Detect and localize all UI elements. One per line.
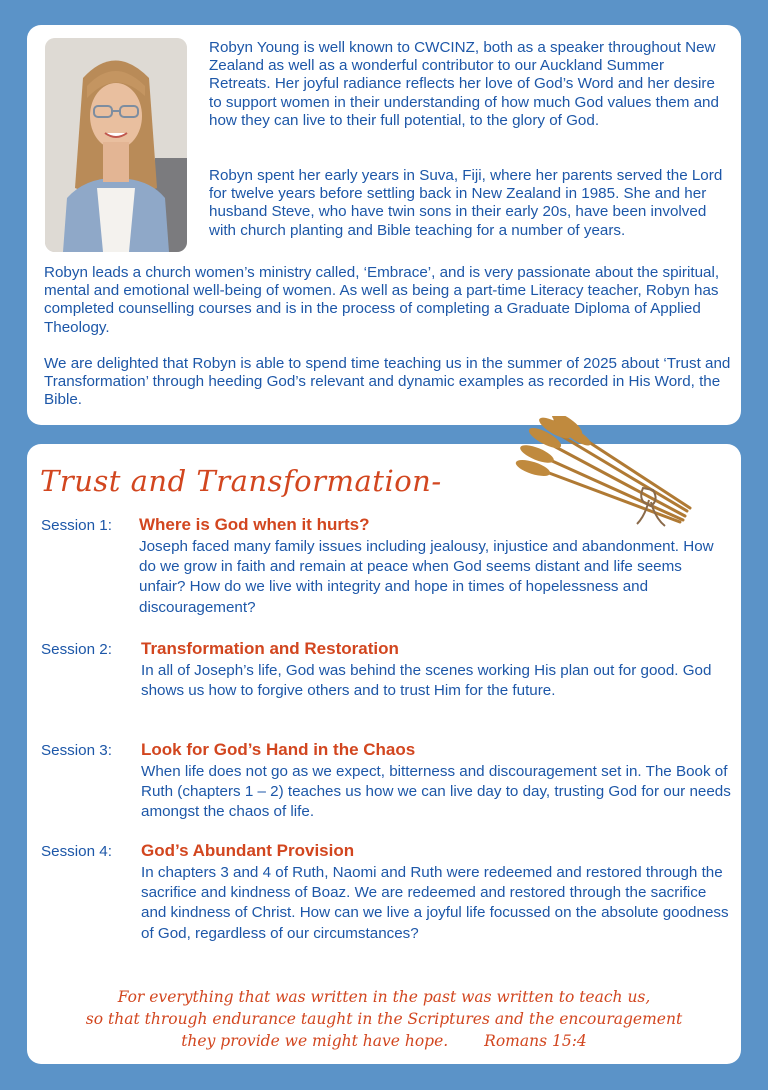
session-description: In chapters 3 and 4 of Ruth, Naomi and Ruth were redeemed and restored through the sacrifice and kindness of Boaz. We are redeemed and restored through the sacrifice and kindness of Christ. How can we live a joyful life focussed on the absolute goodness of God, regardless of our circumstances? xyxy=(141,864,729,942)
verse-line-3-wrap xyxy=(27,1030,741,1052)
bio-paragraph-3: Robyn leads a church women’s ministry called, ‘Embrace’, and is very passionate about the spiritual, mental and emotional well-being of women. As well as being a part-time Literacy teacher, Robyn has completed counselling courses and is in the process of completing a Graduate Diploma of Applied Theology. xyxy=(44,264,720,336)
session-label: Session 1: xyxy=(41,517,112,534)
session-label: Session 2: xyxy=(41,641,112,658)
speaker-photo xyxy=(45,38,187,252)
bio-paragraph-4: We are delighted that Robyn is able to spend time teaching us in the summer of 2025 about ‘Trust and Transformation’ through heeding God’s relevant and dynamic examples as recorded in His Word, the Bible. xyxy=(44,355,731,409)
session-description: In all of Joseph’s life, God was behind the scenes working His plan out for good. God shows us how to forgive others and to trust Him for the future. xyxy=(141,662,712,700)
verse-line-3: they provide we might have hope. xyxy=(181,1032,449,1050)
bio-paragraph-2: Robyn spent her early years in Suva, Fiji, where her parents served the Lord for twelve years before settling back in New Zealand in 1985. She and her husband Steve, who have twin sons in their early 20s, have been involved with church planting and Bible teaching for a number of years. xyxy=(209,167,723,239)
session-title: God’s Abundant Provision xyxy=(141,841,355,860)
session-title: Transformation and Restoration xyxy=(141,639,399,658)
session-description: When life does not go as we expect, bitterness and discouragement set in. The Book of Ruth (chapters 1 – 2) teaches us how we can live day to day, trusting God for our needs amongst the chaos of life. xyxy=(141,763,731,821)
session-title: Look for God’s Hand in the Chaos xyxy=(141,740,416,759)
bio-paragraph-1: Robyn Young is well known to CWCINZ, both as a speaker throughout New Zealand as well as a wonderful contributor to our Auckland Summer Retreats. Her joyful radiance reflects her love of God’s Word and her desire to support women in their understanding of how much God values them and how they can live to their full potential, to the glory of God. xyxy=(209,39,719,129)
verse-line-2: so that through endurance taught in the Scriptures and the encouragement xyxy=(85,1010,683,1028)
session-title: Where is God when it hurts? xyxy=(139,515,370,534)
session-label: Session 4: xyxy=(41,843,112,860)
verse-line-1: For everything that was written in the past was written to teach us, xyxy=(117,988,651,1006)
verse-reference: Romans 15:4 xyxy=(484,1032,587,1050)
series-title: Trust and Transformation- xyxy=(40,464,442,498)
scripture-verse xyxy=(27,986,741,1052)
speaker-bio-card xyxy=(27,25,741,425)
sessions-card xyxy=(27,444,741,1064)
session-description: Joseph faced many family issues including jealousy, injustice and abandonment. How do we grow in faith and remain at peace when God seems distant and life seems unfair? How do we live with integrity and hope in times of hopelessness and discouragement? xyxy=(139,538,714,616)
session-label: Session 3: xyxy=(41,742,112,759)
